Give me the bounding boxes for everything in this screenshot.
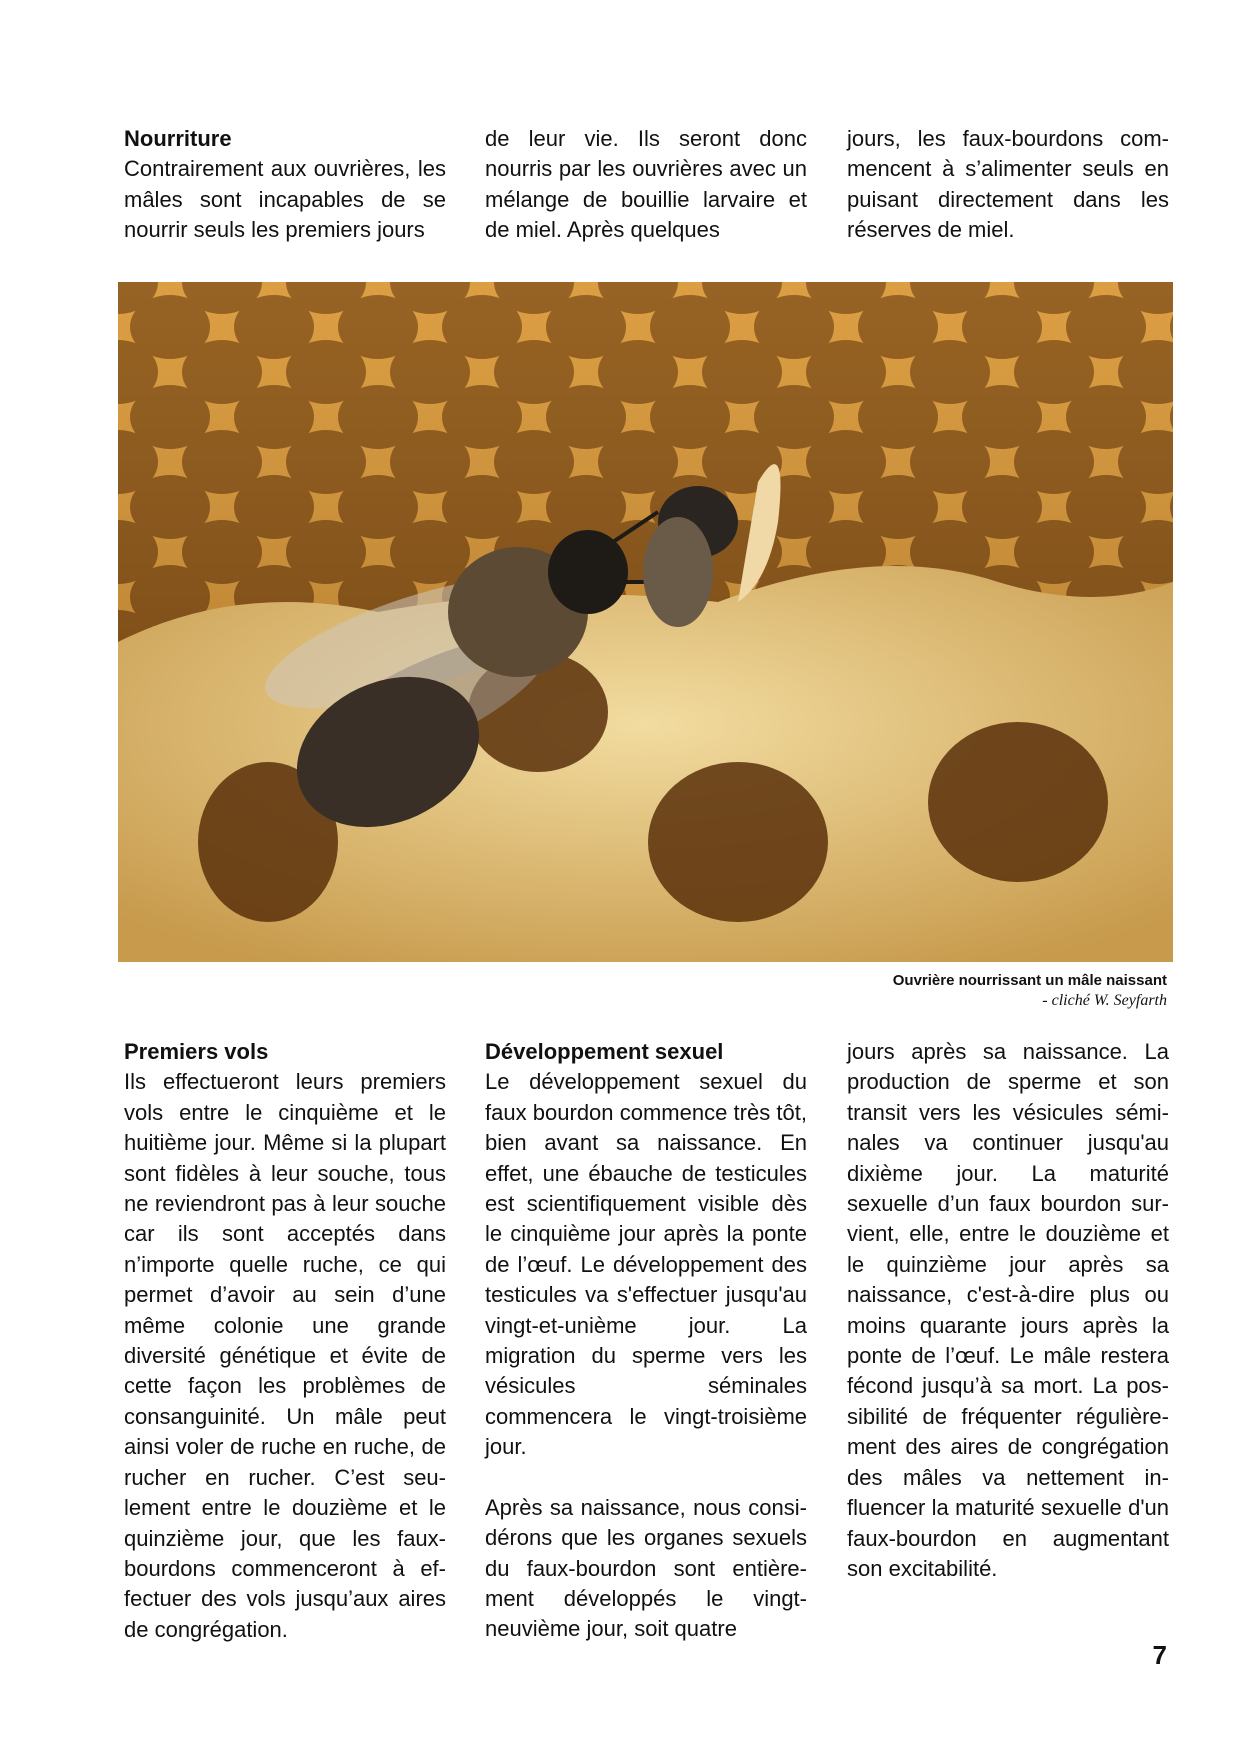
section-heading-nourriture: Nourriture [124,126,232,151]
section-heading-premiers-vols: Premiers vols [124,1039,269,1064]
bottom-column-2 [485,1037,807,1645]
section-heading-developpement-sexuel: Développement sexuel [485,1039,724,1064]
page-number: 7 [1152,1640,1167,1670]
paragraph: de leur vie. Ils seront donc nourris par les ouvrières avec un mélange de bouillie larvaire et de miel. Après quelques [485,126,807,243]
bottom-column-3 [847,1037,1169,1584]
honeycomb-bee-photo [118,282,1173,962]
paragraph: Ils effectueront leurs premiers vols entre le cinquième et le huitième jour. Même si la plupart sont fidèles à leur souche, tous ne reviendront pas à leur souche car ils sont acceptés dans n’importe quelle ruche, ce qui permet d’avoir au sein d’une même colonie une grande diversité génétique et évite de cette façon les problèmes de consanguinité. Un mâle peut ainsi voler de ruche en ruche, de rucher en rucher. C’est seulement entre le douzième et le quinzième jour, que les faux-bourdons commenceront à effectuer des vols jusqu’aux aires de congrégation. [124,1069,446,1642]
paragraph: jours, les faux-bourdons commencent à s’alimenter seuls en puisant directement dans les réserves de miel. [847,126,1169,243]
top-column-2 [485,124,807,246]
photo-caption [893,971,1167,1011]
bottom-column-1 [124,1037,446,1645]
bee-on-honeycomb-illustration [118,282,1173,962]
caption-title: Ouvrière nourrissant un mâle naissant [892,972,1167,989]
paragraph: Après sa naissance, nous considérons que les organes sexuels du faux-bourdon sont entièrement développés le vingt-neuvième jour, soit quatre [485,1494,807,1642]
paragraph: Contrairement aux ouvrières, les mâles sont incapables de se nourrir seuls les premiers jours [124,156,446,243]
top-column-3 [847,124,1169,246]
top-column-1 [124,124,446,246]
caption-credit: - cliché W. Seyfarth [1042,992,1167,1009]
paragraph: Le développement sexuel du faux bourdon commence très tôt, bien avant sa naissance. En effet, une ébauche de testicules est scientifiquement visible dès le cinquième jour après la ponte de l’œuf. Le développement des testicules va s'effectuer jusqu'au vingt-et-unième jour. La migration du sperme vers les vésicules séminales commencera le vingt-troisième jour. [485,1069,807,1460]
paragraph: jours après sa naissance. La production de sperme et son transit vers les vésicules séminales va continuer jusqu'au dixième jour. La maturité sexuelle d’un faux bourdon survient, elle, entre le douzième et le quinzième jour après sa naissance, c'est-à-dire plus ou moins quarante jours après la ponte de l’œuf. Le mâle restera fécond jusqu’à sa mort. La possibilité de fréquenter régulièrement des aires de congrégation des mâles va nettement influencer la maturité sexuelle d'un faux-bourdon en augmentant son excitabilité. [847,1039,1169,1581]
